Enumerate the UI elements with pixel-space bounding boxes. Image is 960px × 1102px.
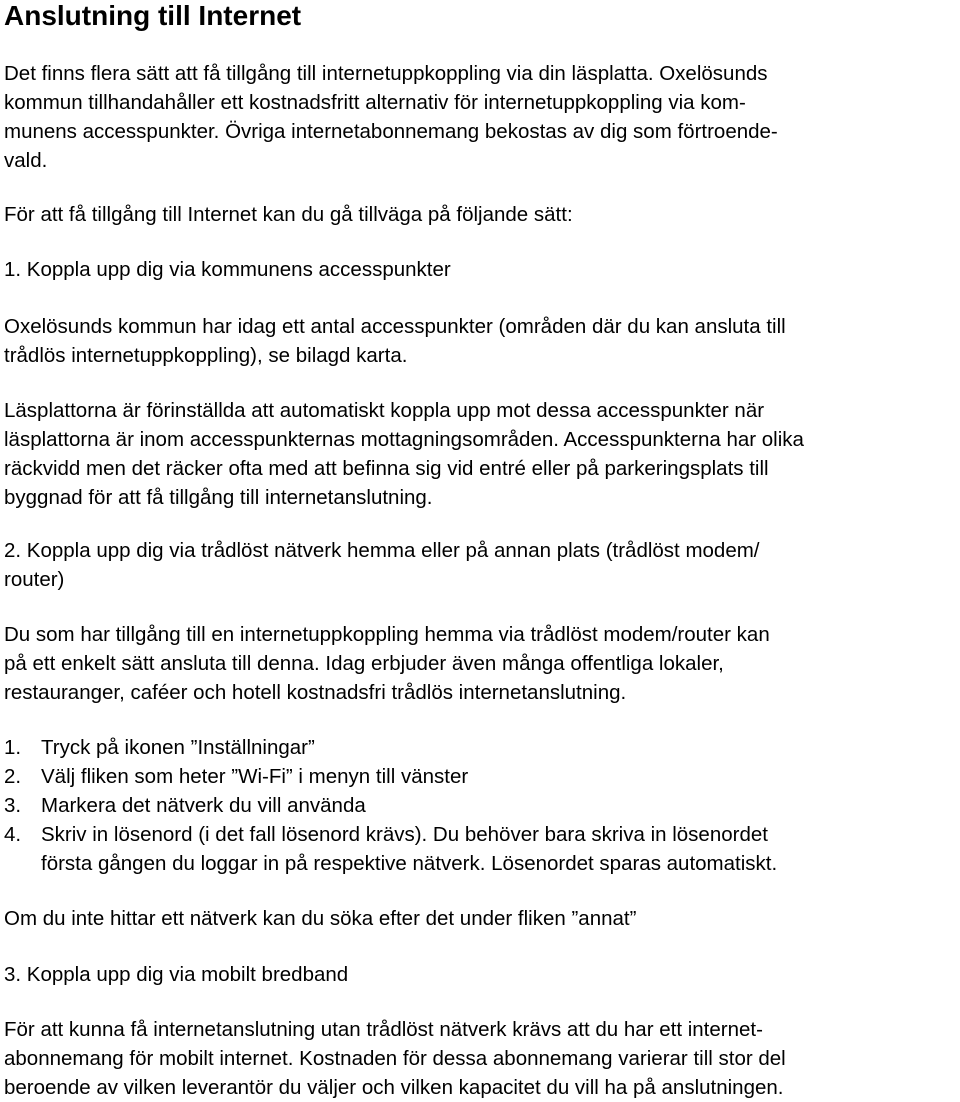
text-line: För att kunna få internetanslutning utan trådlöst nätverk krävs att du har ett internet- [4, 1018, 763, 1041]
list-item-number: 2. [4, 765, 22, 788]
text-line: läsplattorna är inom accesspunkternas mottagningsområden. Accesspunkterna har olika [4, 428, 804, 451]
list-item [4, 762, 777, 791]
lead-paragraph [4, 200, 573, 229]
text-line: abonnemang för mobilt internet. Kostnaden för dessa abonnemang varierar till stor del [4, 1047, 786, 1070]
section-3-paragraph [4, 1015, 786, 1102]
section-1-heading [4, 255, 451, 284]
text-line: För att få tillgång till Internet kan du gå tillväga på följande sätt: [4, 203, 573, 226]
text-line: 1. Koppla upp dig via kommunens accesspunkter [4, 258, 451, 281]
page-title: Anslutning till Internet [4, 0, 302, 31]
text-line: kommun tillhandahåller ett kostnadsfritt alternativ för internetuppkoppling via kom- [4, 91, 746, 114]
text-line: på ett enkelt sätt ansluta till denna. Idag erbjuder även många offentliga lokaler, [4, 652, 724, 675]
text-line: byggnad för att få tillgång till internetanslutning. [4, 486, 433, 509]
list-item-text: Tryck på ikonen ”Inställningar” [41, 736, 315, 759]
text-line: Oxelösunds kommun har idag ett antal accesspunkter (områden där du kan ansluta till [4, 315, 786, 338]
text-line: 3. Koppla upp dig via mobilt bredband [4, 963, 349, 986]
list-item-number: 3. [4, 794, 22, 817]
text-line: räckvidd men det räcker ofta med att befinna sig vid entré eller på parkeringsplats till [4, 457, 769, 480]
list-item [4, 791, 777, 820]
text-line: 2. Koppla upp dig via trådlöst nätverk hemma eller på annan plats (trådlöst modem/ [4, 539, 760, 562]
text-line: Läsplattorna är förinställda att automatiskt koppla upp mot dessa accesspunkter när [4, 399, 765, 422]
text-line: Det finns flera sätt att få tillgång till internetuppkoppling via din läsplatta. Oxelösunds [4, 62, 768, 85]
list-item [4, 820, 777, 878]
section-1-paragraph-1 [4, 312, 786, 370]
text-line: trådlös internetuppkoppling), se bilagd karta. [4, 344, 408, 367]
text-line: restauranger, caféer och hotell kostnadsfri trådlös internetanslutning. [4, 681, 627, 704]
list-item-text: första gången du loggar in på respektive nätverk. Lösenordet sparas automatiskt. [41, 852, 778, 875]
text-line: beroende av vilken leverantör du väljer och vilken kapacitet du vill ha på anslutningen. [4, 1076, 784, 1099]
section-2-heading [4, 536, 760, 594]
text-line: Du som har tillgång till en internetuppkoppling hemma via trådlöst modem/router kan [4, 623, 770, 646]
section-3-heading [4, 960, 348, 989]
section-2-note [4, 904, 636, 933]
text-line: router) [4, 568, 65, 591]
section-2-paragraph [4, 620, 770, 707]
list-item [4, 733, 777, 762]
text-line: Om du inte hittar ett nätverk kan du söka efter det under fliken ”annat” [4, 907, 637, 930]
wifi-steps-list [4, 733, 777, 878]
list-item-number: 1. [4, 736, 22, 759]
text-line: munens accesspunkter. Övriga internetabonnemang bekostas av dig som förtroende- [4, 120, 778, 143]
section-1-paragraph-2 [4, 396, 804, 512]
list-item-text: Välj fliken som heter ”Wi-Fi” i menyn till vänster [41, 765, 469, 788]
intro-paragraph [4, 59, 778, 175]
list-item-number: 4. [4, 823, 22, 846]
list-item-text: Skriv in lösenord (i det fall lösenord krävs). Du behöver bara skriva in lösenordet [41, 823, 768, 846]
list-item-text: Markera det nätverk du vill använda [41, 794, 366, 817]
text-line: vald. [4, 149, 48, 172]
